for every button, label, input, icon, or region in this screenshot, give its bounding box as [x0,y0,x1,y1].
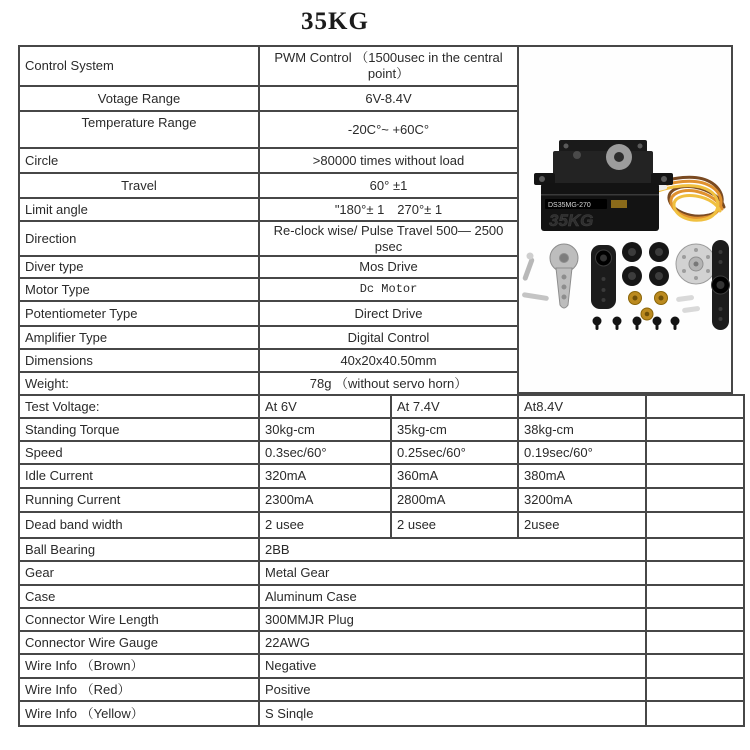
empty-cell [647,489,743,511]
table-row [20,112,517,149]
metal-servo-horn [550,244,578,308]
row-value: Positive [260,679,647,700]
table-row [20,373,517,394]
table-row [20,513,743,539]
row-label: Wire Info （Red） [20,679,260,700]
table-row [20,149,517,174]
table-row [20,302,517,327]
empty-cell [647,419,743,440]
row-label: Temperature Range [20,112,260,147]
table-row [20,465,743,489]
row-label: Weight: [20,373,260,394]
page-title: 35KG [301,8,369,35]
empty-cell [647,562,743,584]
table-row [20,679,743,702]
value-6v: 320mA [260,465,392,487]
value-7v4: 360mA [392,465,519,487]
servo-body [534,140,673,231]
row-value: 60° ±1 [369,177,408,193]
table-row [20,87,517,112]
row-label: Control System [20,47,260,85]
empty-cell [647,609,743,630]
empty-cell [647,539,743,560]
row-value: 300MMJR Plug [260,609,647,630]
value-6v: 2 usee [260,513,392,537]
row-value: Digital Control [347,329,430,345]
table-row [20,279,517,302]
row-value: Metal Gear [260,562,647,584]
spec-section-general [18,45,517,394]
screws [522,253,549,302]
row-label: Wire Info （Yellow） [20,702,260,725]
row-label: Limit angle [20,199,260,220]
row-label: Connector Wire Length [20,609,260,630]
table-row [20,327,517,350]
black-double-arm [712,240,730,330]
machine-screws [676,295,701,313]
empty-cell [647,465,743,487]
small-black-screws [593,317,680,331]
row-label: Motor Type [20,279,260,300]
servo-model-label: DS35MG-270 [548,202,591,209]
row-label: Speed [20,442,260,463]
row-value: Re-clock wise/ Pulse Travel 500— 2500 psec [273,222,504,254]
table-row [20,396,743,419]
row-value: Direct Drive [354,305,423,321]
row-value: Negative [260,655,647,677]
accessory-parts [522,240,730,330]
row-value: -20C°~ +60C° [347,121,430,137]
brass-eyelets [629,292,668,321]
product-photo [517,45,733,394]
table-row [20,586,743,609]
empty-cell [647,513,743,537]
value-8v4: 3200mA [519,489,647,511]
black-servo-arm [591,245,616,309]
spec-table [18,45,745,727]
table-row [20,222,517,257]
table-row [20,257,517,279]
row-label: Circle [20,149,260,172]
value-7v4: 0.25sec/60° [392,442,519,463]
value-7v4: 2 usee [392,513,519,537]
row-label: Ball Bearing [20,539,260,560]
value-7v4: 2800mA [392,489,519,511]
row-label: Gear [20,562,260,584]
row-value: 6V-8.4V [365,90,412,106]
table-row [20,47,517,87]
spec-section-performance [18,394,745,539]
row-value: Aluminum Case [260,586,647,607]
row-label: Travel [20,174,260,197]
empty-cell [647,702,743,725]
table-row [20,702,743,727]
empty-cell [647,396,743,417]
table-row [20,489,743,513]
row-label: Potentiometer Type [20,302,260,325]
table-row [20,419,743,442]
row-label: Case [20,586,260,607]
table-row [20,199,517,222]
row-label: Dimensions [20,350,260,371]
row-label: Direction [20,222,260,255]
table-row [20,442,743,465]
row-label: Idle Current [20,465,260,487]
empty-cell [647,655,743,677]
value-6v: 30kg-cm [260,419,392,440]
empty-cell [647,632,743,653]
row-label: Wire Info （Brown） [20,655,260,677]
value-8v4: At8.4V [519,396,647,417]
spec-section-construction [18,539,745,727]
row-label: Votage Range [20,87,260,110]
aluminum-disc-horn [676,244,716,284]
value-7v4: At 7.4V [392,396,519,417]
empty-cell [647,442,743,463]
table-row [20,562,743,586]
value-7v4: 35kg-cm [392,419,519,440]
table-row [20,609,743,632]
row-label: Running Current [20,489,260,511]
value-8v4: 2usee [519,513,647,537]
row-value: >80000 times without load [312,152,465,168]
value-6v: At 6V [260,396,392,417]
value-8v4: 38kg-cm [519,419,647,440]
row-value: 22AWG [260,632,647,653]
servo-badge-label: 35KG [549,211,594,230]
row-label: Connector Wire Gauge [20,632,260,653]
row-value: 2BB [260,539,647,560]
empty-cell [647,586,743,607]
table-row [20,350,517,373]
value-8v4: 380mA [519,465,647,487]
table-row [20,174,517,199]
value-6v: 2300mA [260,489,392,511]
table-row [20,539,743,562]
value-8v4: 0.19sec/60° [519,442,647,463]
row-value: 40x20x40.50mm [340,352,437,368]
row-value: Mos Drive [359,259,418,275]
empty-cell [647,679,743,700]
servo-photo-illustration [519,47,731,392]
row-label: Diver type [20,257,260,277]
rubber-grommets [622,242,669,286]
table-row [20,632,743,655]
row-label: Standing Torque [20,419,260,440]
row-value: 78g （without servo horn） [309,375,468,391]
value-6v: 0.3sec/60° [260,442,392,463]
row-label: Amplifier Type [20,327,260,348]
row-value: PWM Control （1500usec in the central point） [274,50,503,81]
row-value: Dc Motor [359,282,418,297]
row-value: S Sinqle [260,702,647,725]
row-value: "180°± 1 270°± 1 [334,201,443,217]
row-label: Test Voltage: [20,396,260,417]
table-row [20,655,743,679]
row-label: Dead band width [20,513,260,537]
